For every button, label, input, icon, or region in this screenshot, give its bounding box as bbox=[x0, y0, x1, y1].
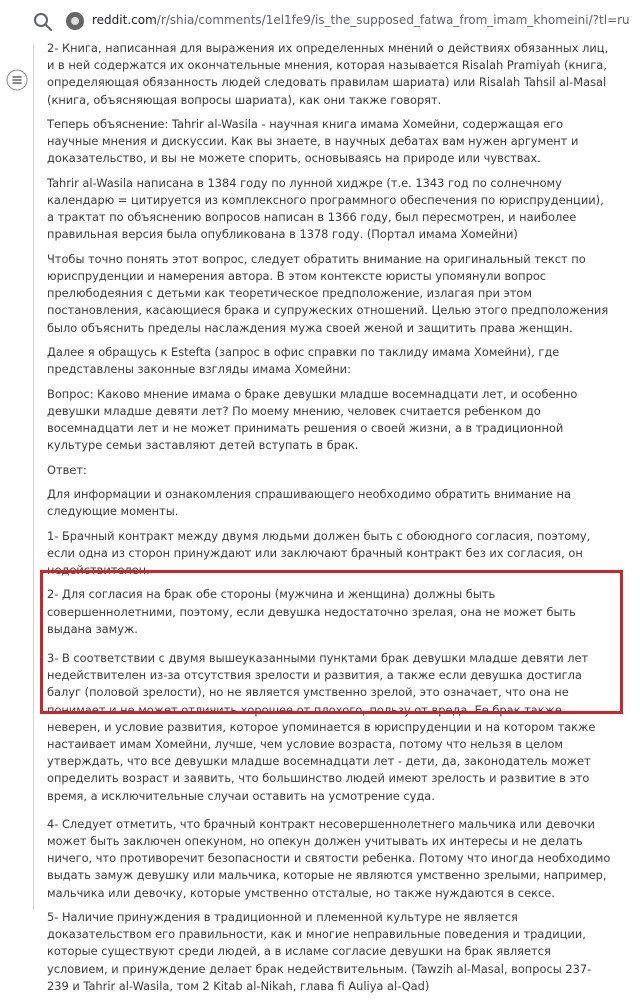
comment-thread-line[interactable] bbox=[33, 44, 34, 910]
comment-paragraph: 2- Книга, написанная для выражения их определенных мнений о действиях обязанных лиц, и в ней содержатся их окончательные мнения, которая называется Risalah Pramiyah (книга, определяющая обязанность людей следовать правилам шариата) или Risalah Tahsil al-Masal (книга, объясняющая вопросы шариата), как они также говорят. bbox=[47, 41, 609, 107]
search-icon bbox=[32, 11, 54, 33]
site-favicon-icon bbox=[66, 12, 84, 30]
comment-paragraph: Для информации и ознакомления спрашивающего необходимо обратить внимание на следующие моменты. bbox=[47, 486, 571, 519]
comment-paragraph: 1- Брачный контракт между двумя людьми должен быть с обоюдного согласия, поэтому, если одна из сторон принуждают или заключают брачный контракт без их согласия, он недействителен. bbox=[47, 528, 591, 577]
comment-paragraph: Теперь объяснение: Tahrir al-Wasila - научная книга имама Хомейни, содержащая его научные мнения и дискуссии. Как вы знаете, в научных дебатах вам нужен аргумент и доказательство, и вы не можете спорить, основываясь на природе или чувствах. bbox=[47, 117, 579, 166]
comment-body bbox=[47, 40, 612, 1002]
url-domain: reddit.com bbox=[92, 13, 157, 27]
comment-paragraph: 5- Наличие принуждения в традиционной и племенной культуре не является доказательством его правильности, как и многие неправильные поведения и традиции, которые существуют среди людей, а в исламе согласие девушки на брак является условием, и принуждение делает брак недействительным. (Tawzih al-Masal, вопросы 237-239 и Tahrir al-Wasila, том 2 Kitab al-Nikah, глава fi Auliya al-Qad) bbox=[47, 910, 592, 993]
highlighted-paragraph: 3- В соответствии с двумя вышеуказанными пунктами брак девушки младше девяти лет недействителен из-за отсутствия зрелости и развития, а также если девушка достигла балуг (половой зрелости), но не является умственно зрелой, это означает, что она не понимает и не может отличить хорошее от плохого, пользу от вреда. Ее брак также неверен, и условие развития, которое упоминается в юриспруденции и на котором также настаивает имам Хомейни, лучше, чем условие возраста, потому что нельзя в целом утверждать, что все девушки младше восемнадцати лет - дети, да, законодатель может определить возраст и заявить, что большинство людей имеют зрелость и развитие в это время, а исключительные случаи оставить на усмотрение суда. bbox=[47, 650, 596, 803]
comment-paragraph: Ответ: bbox=[47, 462, 87, 477]
comment-paragraph: 4- Следует отметить, что брачный контракт несовершеннолетнего мальчика или девочки может быть заключен опекуном, но опекун должен учитывать их интересы и не делать ничего, что противоречит безопасности и святости ребенка. Потому что иногда необходимо выдать замуж девушку или мальчика, которые не являются умственно зрелыми, например, мальчика или девочку, которые умственно отсталые, но также нуждаются в сексе. bbox=[47, 816, 611, 900]
comment-paragraph: Чтобы точно понять этот вопрос, следует обратить внимание на оригинальный текст по юриспруденции и намерения автора. В этом контексте юристы упомянули вопрос прелюбодеяния с детьми как теоретическое предположение, излагая при этом постановления, касающиеся брака и супружеских отношений. Целью этого предположения было объяснить пределы наслаждения мужа своей женой и защитить права женщин. bbox=[47, 251, 609, 335]
comment-paragraph: Tahrir al-Wasila написана в 1384 году по лунной хиджре (т.е. 1343 год по солнечному календарю = цитируется из комплексного программного обеспечения по юриспруденции), а трактат по объяснению вопросов написан в 1366 году, был пересмотрен, и наиболее правильная версия была опубликована в 1378 году. (Портал имама Хомейни) bbox=[47, 175, 604, 242]
url-text[interactable] bbox=[92, 13, 630, 27]
comment-paragraph: Далее я обращусь к Estefta (запрос в офис справки по таклиду имама Хомейни), где представлены законные взгляды имама Хомейни: bbox=[47, 345, 560, 377]
collapse-menu-icon[interactable] bbox=[6, 69, 28, 91]
comment-paragraph: Вопрос: Каково мнение имама о браке девушки младше восемнадцати лет, и особенно девушки младше девяти лет? По моему мнению, человек считается ребенком до восемнадцати лет и не может принимать решения о своей жизни, а в традиционной культуре семьи заставляют детей вступать в брак. bbox=[47, 386, 578, 453]
red-highlight-box bbox=[40, 570, 623, 714]
comment-paragraph: 2- Для согласия на брак обе стороны (мужчина и женщина) должны быть совершеннолетними, поэтому, если девушка недостаточно зрелая, она не может быть выдана замуж. bbox=[47, 587, 576, 636]
browser-address-bar[interactable] bbox=[0, 0, 640, 44]
url-path: /r/shia/comments/1el1fe9/is_the_supposed_fatwa_from_imam_khomeini/?tl=ru bbox=[156, 13, 630, 27]
